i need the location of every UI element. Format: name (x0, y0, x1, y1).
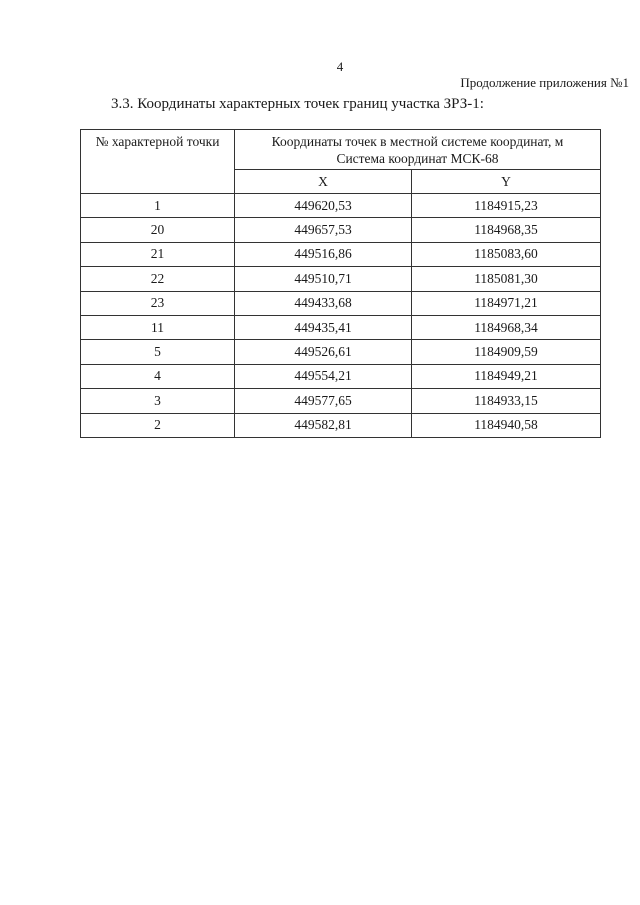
table-row (81, 267, 601, 291)
cell-x: 449435,41 (235, 315, 412, 339)
table-row (81, 413, 601, 437)
cell-point: 11 (81, 315, 235, 339)
cell-y: 1184915,23 (412, 194, 601, 218)
table-row (81, 291, 601, 315)
page-number: 4 (336, 59, 344, 74)
table-row (81, 218, 601, 242)
table-header (81, 130, 601, 194)
table-body (81, 194, 601, 438)
cell-y: 1184940,58 (412, 413, 601, 437)
cell-x: 449582,81 (235, 413, 412, 437)
header-point-number: № характерной точки (81, 130, 235, 194)
cell-y: 1184971,21 (412, 291, 601, 315)
header-coordinate-system (235, 130, 601, 170)
cell-point: 22 (81, 267, 235, 291)
table-header-row (81, 130, 601, 170)
header-system-line1: Координаты точек в местной системе координат, м (271, 134, 564, 149)
cell-y: 1185081,30 (412, 267, 601, 291)
cell-y: 1185083,60 (412, 242, 601, 266)
table-row (81, 364, 601, 388)
section-heading: 3.3. Координаты характерных точек границ участка ЗРЗ-1: (111, 96, 484, 112)
cell-point: 20 (81, 218, 235, 242)
appendix-continuation-note: Продолжение приложения №1 (460, 75, 629, 90)
cell-x: 449577,65 (235, 389, 412, 413)
cell-point: 23 (81, 291, 235, 315)
header-y: Y (412, 170, 601, 194)
table-row (81, 242, 601, 266)
cell-x: 449516,86 (235, 242, 412, 266)
cell-x: 449510,71 (235, 267, 412, 291)
header-x: X (235, 170, 412, 194)
table-row (81, 315, 601, 339)
cell-point: 21 (81, 242, 235, 266)
cell-x: 449526,61 (235, 340, 412, 364)
cell-y: 1184968,34 (412, 315, 601, 339)
table-row (81, 389, 601, 413)
cell-x: 449554,21 (235, 364, 412, 388)
table-row (81, 194, 601, 218)
cell-y: 1184968,35 (412, 218, 601, 242)
cell-point: 5 (81, 340, 235, 364)
cell-x: 449657,53 (235, 218, 412, 242)
cell-x: 449620,53 (235, 194, 412, 218)
header-system-line2: Система координат МСК-68 (336, 151, 499, 166)
cell-point: 3 (81, 389, 235, 413)
cell-y: 1184909,59 (412, 340, 601, 364)
table-row (81, 340, 601, 364)
cell-x: 449433,68 (235, 291, 412, 315)
cell-point: 2 (81, 413, 235, 437)
cell-point: 4 (81, 364, 235, 388)
cell-point: 1 (81, 194, 235, 218)
cell-y: 1184933,15 (412, 389, 601, 413)
cell-y: 1184949,21 (412, 364, 601, 388)
coordinates-table (80, 129, 601, 438)
